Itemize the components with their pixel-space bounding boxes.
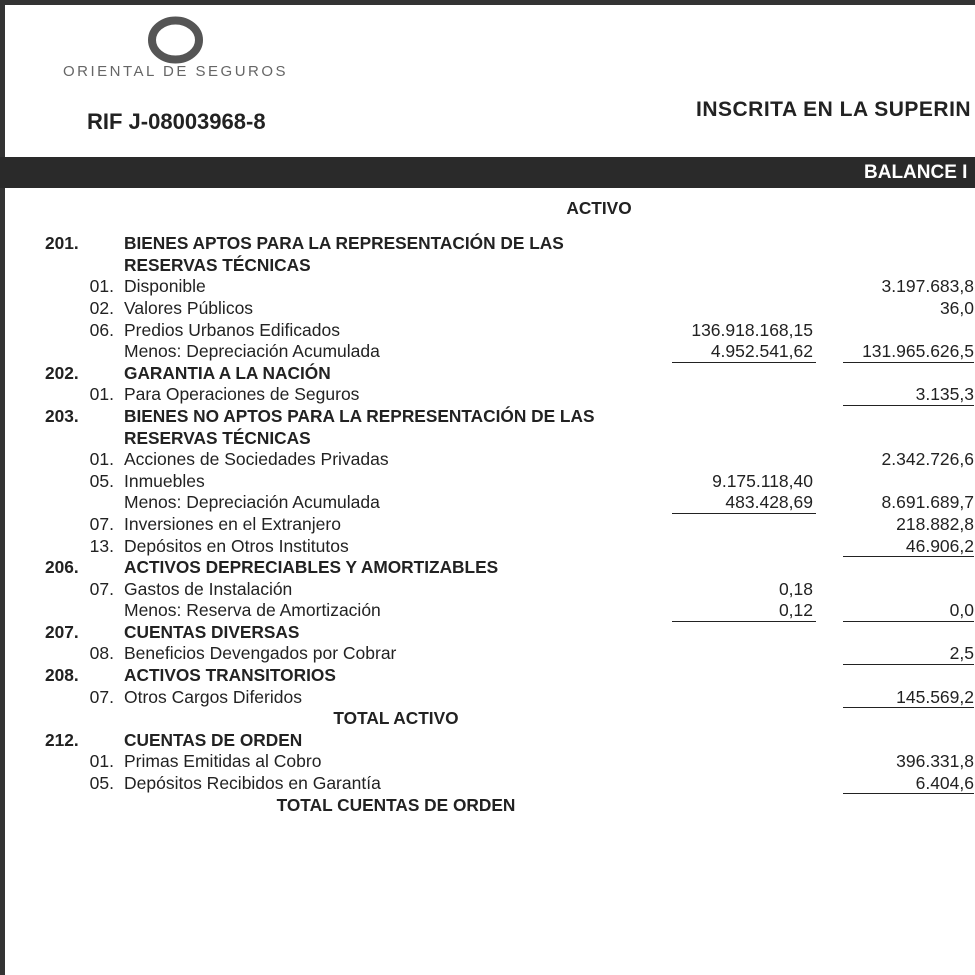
account-title: GARANTIA A LA NACIÓN <box>124 362 331 383</box>
account-section-row <box>0 363 975 385</box>
logo-wordmark: ORIENTAL DE SEGUROS <box>63 63 289 80</box>
total-row <box>0 708 975 730</box>
account-section-row <box>0 730 975 752</box>
line-item-row <box>0 492 975 514</box>
amount-partial: 136.918.168,15 <box>691 319 813 340</box>
line-item-label: Otros Cargos Diferidos <box>124 686 302 707</box>
line-item-row <box>0 579 975 601</box>
line-item-label: Gastos de Instalación <box>124 578 293 599</box>
account-title: BIENES APTOS PARA LA REPRESENTACIÓN DE LAS <box>124 233 564 254</box>
line-item-label: Predios Urbanos Edificados <box>124 319 340 340</box>
line-item-row <box>0 751 975 773</box>
account-code: 202. <box>45 362 79 383</box>
logo-ring-icon <box>146 14 206 66</box>
account-code: 201. <box>45 233 79 254</box>
line-item-label: Beneficios Devengados por Cobrar <box>124 643 397 664</box>
section-title-activo: ACTIVO <box>566 198 632 218</box>
account-code: 208. <box>45 665 79 686</box>
line-item-row <box>0 320 975 342</box>
line-item-label: Inmuebles <box>124 470 205 491</box>
amount-total: 0,0 <box>843 600 974 621</box>
account-section-row <box>0 406 975 428</box>
amount-total: 218.882,8 <box>896 513 974 534</box>
amount-total: 145.569,2 <box>843 687 974 708</box>
account-section-row <box>0 622 975 644</box>
line-item-row <box>0 471 975 493</box>
account-title: BIENES NO APTOS PARA LA REPRESENTACIÓN DE LAS <box>124 405 595 426</box>
sub-account-code: 01. <box>89 276 114 297</box>
account-section-row <box>0 233 975 255</box>
account-title: CUENTAS DE ORDEN <box>124 729 303 750</box>
amount-partial: 0,12 <box>672 600 816 621</box>
account-title: ACTIVOS TRANSITORIOS <box>124 665 336 686</box>
amount-partial: 0,18 <box>778 578 813 599</box>
line-item-row <box>0 276 975 298</box>
account-code: 206. <box>45 557 79 578</box>
account-section-row <box>0 557 975 579</box>
balance-rows <box>0 233 975 816</box>
line-item-row <box>0 341 975 363</box>
title-band <box>0 157 975 188</box>
line-item-label: Inversiones en el Extranjero <box>124 513 341 534</box>
amount-total: 131.965.626,5 <box>843 341 974 362</box>
line-item-label: Disponible <box>124 276 206 297</box>
sub-account-code: 06. <box>89 319 114 340</box>
line-item-row <box>0 514 975 536</box>
account-code: 207. <box>45 621 79 642</box>
sub-account-code: 01. <box>89 449 114 470</box>
balance-title: BALANCE I <box>864 162 968 183</box>
rif-number: RIF J-08003968-8 <box>87 109 266 134</box>
account-code: 203. <box>45 405 79 426</box>
line-item-row <box>0 449 975 471</box>
account-code: 212. <box>45 729 79 750</box>
line-item-label: Primas Emitidas al Cobro <box>124 751 322 772</box>
amount-total: 396.331,8 <box>896 751 974 772</box>
amount-total: 8.691.689,7 <box>881 492 974 513</box>
sub-account-code: 07. <box>89 513 114 534</box>
line-item-label: Menos: Depreciación Acumulada <box>124 492 380 513</box>
line-item-row <box>0 687 975 709</box>
sub-account-code: 07. <box>89 686 114 707</box>
line-item-row <box>0 298 975 320</box>
amount-total: 46.906,2 <box>843 536 974 557</box>
total-cuentas-de-orden-label: TOTAL CUENTAS DE ORDEN <box>276 794 516 815</box>
amount-partial: 4.952.541,62 <box>672 341 816 362</box>
line-item-row <box>0 384 975 406</box>
amount-total: 2.342.726,6 <box>881 449 974 470</box>
sub-account-code: 13. <box>89 535 114 556</box>
line-item-label: Menos: Depreciación Acumulada <box>124 341 380 362</box>
line-item-row <box>0 643 975 665</box>
sub-account-code: 07. <box>89 578 114 599</box>
sub-account-code: 02. <box>89 297 114 318</box>
line-item-label: Menos: Reserva de Amortización <box>124 600 381 621</box>
registration-heading: INSCRITA EN LA SUPERIN <box>696 98 972 121</box>
amount-total: 36,0 <box>939 297 974 318</box>
amount-total: 6.404,6 <box>843 773 974 794</box>
account-title: RESERVAS TÉCNICAS <box>124 254 311 275</box>
amount-partial: 9.175.118,40 <box>712 470 813 491</box>
account-title: ACTIVOS DEPRECIABLES Y AMORTIZABLES <box>124 557 499 578</box>
line-item-row <box>0 536 975 558</box>
amount-total: 2,5 <box>843 643 974 664</box>
top-border <box>0 0 975 5</box>
sub-account-code: 05. <box>89 773 114 794</box>
sub-account-code: 01. <box>89 751 114 772</box>
total-activo-label: TOTAL ACTIVO <box>333 708 459 729</box>
sub-account-code: 08. <box>89 643 114 664</box>
account-title: RESERVAS TÉCNICAS <box>124 427 311 448</box>
account-title: CUENTAS DIVERSAS <box>124 621 300 642</box>
total-row <box>0 795 975 817</box>
line-item-label: Depósitos Recibidos en Garantía <box>124 773 381 794</box>
amount-total: 3.197.683,8 <box>881 276 974 297</box>
account-title-continuation <box>0 428 975 450</box>
line-item-label: Depósitos en Otros Institutos <box>124 535 349 556</box>
line-item-row <box>0 600 975 622</box>
line-item-label: Para Operaciones de Seguros <box>124 384 360 405</box>
line-item-label: Acciones de Sociedades Privadas <box>124 449 389 470</box>
line-item-row <box>0 773 975 795</box>
account-title-continuation <box>0 255 975 277</box>
sub-account-code: 05. <box>89 470 114 491</box>
amount-total: 3.135,3 <box>843 384 974 405</box>
line-item-label: Valores Públicos <box>124 297 254 318</box>
account-section-row <box>0 665 975 687</box>
amount-partial: 483.428,69 <box>672 492 816 513</box>
sub-account-code: 01. <box>89 384 114 405</box>
